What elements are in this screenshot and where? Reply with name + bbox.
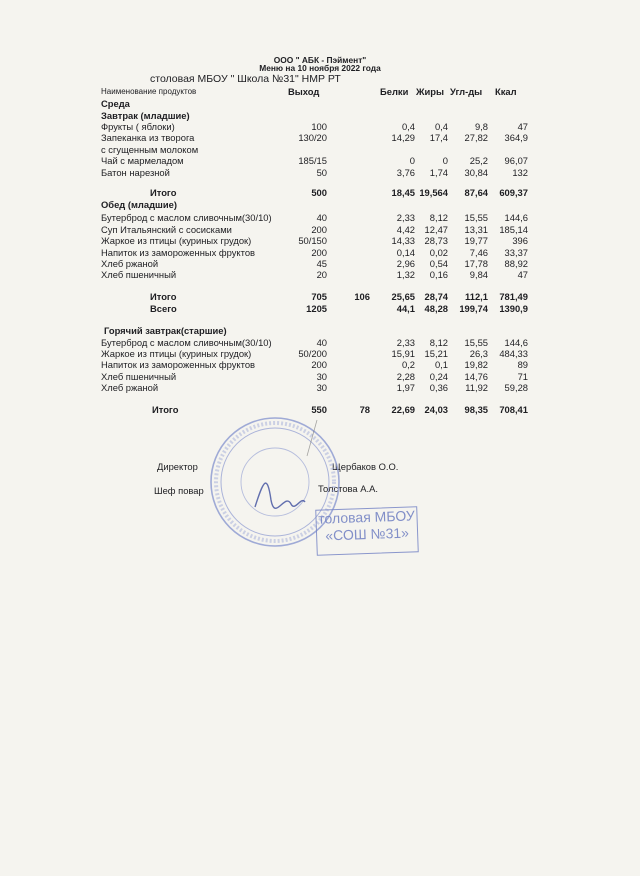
item-protein: 0,2 — [401, 359, 415, 370]
item-carbs: 7,46 — [469, 247, 488, 258]
item-protein: 0,4 — [401, 121, 415, 132]
item-fat: 1,74 — [429, 167, 448, 178]
director-name: Щербаков О.О. — [332, 461, 399, 472]
col-name-header: Наименование продуктов — [101, 87, 197, 96]
item-name: Бутерброд с маслом сливочным(30/10) — [101, 337, 272, 348]
total-carbs: 112,1 — [465, 291, 488, 302]
item-output: 30 — [316, 371, 327, 382]
total-kcal: 781,49 — [499, 291, 528, 302]
col-kcal-header: Ккал — [495, 86, 517, 97]
item-name: Чай с мармеладом — [101, 155, 184, 166]
item-protein: 2,33 — [396, 212, 415, 223]
item-output: 40 — [316, 337, 327, 348]
item-protein: 2,96 — [396, 258, 415, 269]
item-fat: 0,02 — [429, 247, 448, 258]
item-name: Бутерброд с маслом сливочным(30/10) — [101, 212, 272, 223]
item-output: 200 — [311, 247, 327, 258]
item-protein: 2,33 — [396, 337, 415, 348]
item-kcal: 96,07 — [504, 155, 528, 166]
total-label: Итого — [150, 291, 177, 302]
item-kcal: 132 — [512, 167, 528, 178]
section-title: Обед (младшие) — [101, 199, 177, 210]
item-name: Суп Итальянский с сосисками — [101, 224, 232, 235]
org-name: ООО " АБК - Пэймент" — [273, 55, 367, 65]
item-carbs: 13,31 — [464, 224, 488, 235]
total-output: 500 — [311, 187, 327, 198]
item-output: 20 — [316, 269, 327, 280]
total-kcal: 1390,9 — [499, 303, 528, 314]
item-protein: 14,33 — [391, 235, 415, 246]
total-carbs: 87,64 — [464, 187, 488, 198]
section-title: Завтрак (младшие) — [101, 110, 190, 121]
item-carbs: 15,55 — [464, 337, 488, 348]
item-output: 130/20 — [298, 132, 327, 143]
total-carbs: 199,74 — [459, 303, 488, 314]
item-kcal: 89 — [517, 359, 528, 370]
total-extra: 106 — [354, 291, 370, 302]
item-fat: 0,4 — [434, 121, 448, 132]
item-kcal: 144,6 — [504, 212, 528, 223]
total-protein: 25,65 — [391, 291, 415, 302]
item-kcal: 144,6 — [504, 337, 528, 348]
item-fat: 8,12 — [429, 337, 448, 348]
item-output: 40 — [316, 212, 327, 223]
rect-stamp — [315, 506, 419, 556]
item-carbs: 15,55 — [464, 212, 488, 223]
item-fat: 0,24 — [429, 371, 448, 382]
stamp-line2: «СОШ №31» — [325, 524, 410, 544]
item-protein: 3,76 — [396, 167, 415, 178]
item-kcal: 59,28 — [504, 382, 528, 393]
item-kcal: 47 — [517, 121, 528, 132]
item-carbs: 26,3 — [469, 348, 488, 359]
item-kcal: 185,14 — [499, 224, 528, 235]
item-carbs: 25,2 — [469, 155, 488, 166]
item-name: Жаркое из птицы (куриных грудок) — [101, 235, 252, 246]
canteen-name: столовая МБОУ " Школа №31" НМР РТ — [150, 73, 341, 85]
item-kcal: 484,33 — [499, 348, 528, 359]
item-protein: 0,14 — [396, 247, 415, 258]
item-name: Напиток из замороженных фруктов — [101, 247, 256, 258]
item-fat: 15,21 — [424, 348, 448, 359]
item-protein: 2,28 — [396, 371, 415, 382]
chef-name: Толстова А.А. — [318, 483, 378, 494]
day-label: Среда — [101, 98, 130, 109]
item-carbs: 19,82 — [464, 359, 488, 370]
total-protein: 18,45 — [391, 187, 415, 198]
item-output: 200 — [311, 224, 327, 235]
item-kcal: 88,92 — [504, 258, 528, 269]
total-protein: 44,1 — [396, 303, 415, 314]
item-fat: 0,16 — [429, 269, 448, 280]
item-protein: 0 — [409, 155, 415, 166]
total-output: 550 — [311, 404, 327, 415]
item-protein: 14,29 — [391, 132, 415, 143]
total-fat: 28,74 — [424, 291, 448, 302]
item-carbs: 9,8 — [474, 121, 488, 132]
item-name: Напиток из замороженных фруктов — [101, 359, 256, 370]
item-output: 30 — [316, 382, 327, 393]
item-fat: 0,1 — [434, 359, 448, 370]
item-carbs: 9,84 — [469, 269, 488, 280]
item-name: Жаркое из птицы (куриных грудок) — [101, 348, 252, 359]
item-kcal: 47 — [517, 269, 528, 280]
menu-date: Меню на 10 ноября 2022 года — [259, 63, 381, 73]
item-name: Запеканка из творога — [101, 132, 195, 143]
total-fat: 19,564 — [419, 187, 448, 198]
item-fat: 8,12 — [429, 212, 448, 223]
item-protein: 4,42 — [396, 224, 415, 235]
col-output-header: Выход — [288, 86, 320, 97]
item-kcal: 396 — [512, 235, 528, 246]
item-fat: 12,47 — [424, 224, 448, 235]
stamp-line1: толовая МБОУ — [317, 507, 416, 527]
item-fat: 28,73 — [424, 235, 448, 246]
item-name: Фрукты ( яблоки) — [101, 121, 175, 132]
item-output: 185/15 — [298, 155, 327, 166]
item-carbs: 14,76 — [464, 371, 488, 382]
item-protein: 1,32 — [396, 269, 415, 280]
item-kcal: 33,37 — [504, 247, 528, 258]
item-output: 45 — [316, 258, 327, 269]
total-carbs: 98,35 — [464, 404, 488, 415]
total-fat: 24,03 — [424, 404, 448, 415]
item-name: Батон нарезной — [101, 167, 170, 178]
total-label: Всего — [150, 303, 177, 314]
item-output: 100 — [311, 121, 327, 132]
total-label: Итого — [152, 404, 179, 415]
chef-label: Шеф повар — [154, 485, 204, 496]
item-name: с сгущенным молоком — [101, 144, 199, 155]
item-protein: 1,97 — [396, 382, 415, 393]
total-extra: 78 — [359, 404, 370, 415]
item-name: Хлеб пшеничный — [101, 269, 177, 280]
item-fat: 0,54 — [429, 258, 448, 269]
item-name: Хлеб пшеничный — [101, 371, 177, 382]
item-fat: 17,4 — [429, 132, 448, 143]
total-protein: 22,69 — [391, 404, 415, 415]
item-carbs: 19,77 — [464, 235, 488, 246]
col-fat-header: Жиры — [416, 86, 444, 97]
item-output: 50/150 — [298, 235, 327, 246]
item-name: Хлеб ржаной — [101, 382, 159, 393]
item-carbs: 17,78 — [464, 258, 488, 269]
item-output: 200 — [311, 359, 327, 370]
item-output: 50 — [316, 167, 327, 178]
col-carbs-header: Угл-ды — [450, 86, 483, 97]
item-carbs: 11,92 — [465, 382, 488, 393]
total-output: 1205 — [306, 303, 327, 314]
item-output: 50/200 — [298, 348, 327, 359]
item-kcal: 364,9 — [504, 132, 528, 143]
item-protein: 15,91 — [391, 348, 415, 359]
item-carbs: 27,82 — [464, 132, 488, 143]
total-label: Итого — [150, 187, 177, 198]
col-protein-header: Белки — [380, 86, 409, 97]
total-kcal: 609,37 — [499, 187, 528, 198]
director-label: Директор — [157, 461, 198, 472]
item-fat: 0,36 — [429, 382, 448, 393]
total-kcal: 708,41 — [499, 404, 528, 415]
item-fat: 0 — [442, 155, 448, 166]
item-name: Хлеб ржаной — [101, 258, 159, 269]
total-output: 705 — [311, 291, 327, 302]
section-title: Горячий завтрак(старшие) — [104, 325, 227, 336]
item-carbs: 30,84 — [464, 167, 488, 178]
total-fat: 48,28 — [424, 303, 448, 314]
item-kcal: 71 — [517, 371, 528, 382]
